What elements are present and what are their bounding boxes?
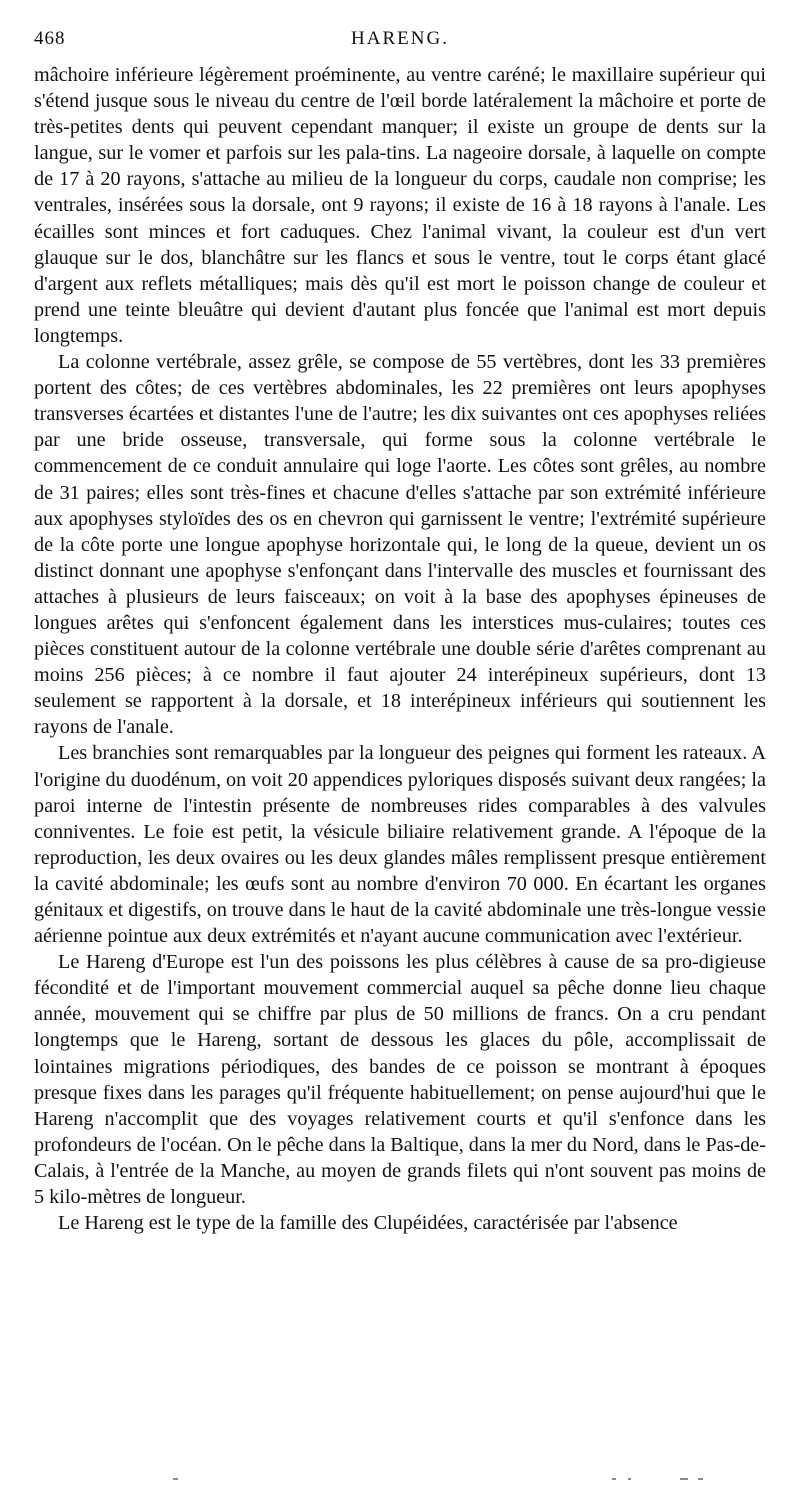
book-page — [34, 28, 766, 1236]
print-mark — [628, 1478, 631, 1480]
paragraph-jaw-description: mâchoire inférieure légèrement proéminente, au ventre caréné; le maxillaire supérieur qui s'étend jusque sous le niveau du centre de l'œil borde latéralement la mâchoire et porte de très-petites dents qui peuvent cependant manquer; il existe un groupe de dents sur la langue, sur le vomer et parfois sur les pala-tins. La nageoire dorsale, à laquelle on compte de 17 à 20 rayons, s'attache au milieu de la longueur du corps, caudale non comprise; les ventrales, insérées sous la dorsale, ont 9 rayons; il existe de 16 à 18 rayons à l'anale. Les écailles sont minces et fort caduques. Chez l'animal vivant, la couleur est d'un vert glauque sur le dos, blanchâtre sur les flancs et sous le ventre, tout le corps étant glacé d'argent aux reflets métalliques; mais dès qu'il est mort le poisson change de couleur et prend une teinte bleuâtre qui devient d'autant plus foncée que l'animal est mort depuis longtemps. — [34, 64, 766, 347]
paragraph-gills-and-organs: Les branchies sont remarquables par la longueur des peignes qui forment les rateaux. A l'origine du duodénum, on voit 20 appendices pyloriques disposés suivant deux rangées; la paroi interne de l'intestin présente de nombreuses rides comparables à des valvules conniventes. Le foie est petit, la vésicule biliaire relativement grande. A l'époque de la reproduction, les deux ovaires ou les deux glandes mâles remplissent presque entièrement la cavité abdominale; les œufs sont au nombre d'environ 70 000. En écartant les organes génitaux et digestifs, on trouve dans le haut de la cavité abdominale une très-longue vessie aérienne pointue aux deux extrémités et n'ayant aucune communication avec l'extérieur. — [34, 742, 766, 948]
print-mark — [173, 1478, 178, 1480]
body-text — [34, 62, 766, 1236]
page-number: 468 — [34, 28, 66, 49]
running-head — [34, 28, 766, 62]
paragraph-european-herring: Le Hareng d'Europe est l'un des poissons les plus célèbres à cause de sa pro-digieuse fécondité et de l'important mouvement commercial auquel sa pêche donne lieu chaque année, mouvement qui se chiffre par plus de 50 millions de francs. On a cru pendant longtemps que le Hareng, sortant de dessous les glaces du pôle, accomplissait de lointaines migrations périodiques, des bandes de ce poisson se montrant à époques presque fixes dans les parages qu'il fréquente habituellement; on pense aujourd'hui que le Hareng n'accomplit que des voyages relativement courts et qu'il s'enfonce dans les profondeurs de l'océan. On le pêche dans la Baltique, dans la mer du Nord, dans le Pas-de-Calais, à l'entrée de la Manche, au moyen de grands filets qui n'ont souvent pas moins de 5 kilo-mètres de longueur. — [34, 951, 766, 1209]
print-mark — [698, 1478, 703, 1480]
print-mark — [680, 1478, 688, 1480]
print-mark — [612, 1478, 616, 1480]
print-artifacts — [34, 1478, 766, 1488]
paragraph-clupeidae-family: Le Hareng est le type de la famille des Clupéidées, caractérisée par l'absence — [58, 1212, 678, 1235]
paragraph-vertebral-column: La colonne vertébrale, assez grêle, se compose de 55 vertèbres, dont les 33 premières portent des côtes; de ces vertèbres abdominales, les 22 premières ont leurs apophyses transverses écartées et distantes l'une de l'autre; les dix suivantes ont ces apophyses reliées par une bride osseuse, transversale, qui forme sous la colonne vertébrale le commencement de ce conduit annulaire qui loge l'aorte. Les côtes sont grêles, au nombre de 31 paires; elles sont très-fines et chacune d'elles s'attache par son extrémité inférieure aux apophyses styloïdes des os en chevron qui garnissent le ventre; l'extrémité supérieure de la côte porte une longue apophyse horizontale qui, le long de la queue, devient un os distinct donnant une apophyse s'enfonçant dans l'intervalle des muscles et fournissant des attaches à plusieurs de leurs faisceaux; on voit à la base des apophyses épineuses de longues arêtes qui s'enfoncent également dans les interstices mus-culaires; toutes ces pièces constituent autour de la colonne vertébrale une double série d'arêtes comprenant au moins 256 pièces; à ce nombre il faut ajouter 24 interépineux supérieurs, dont 13 seulement se rapportent à la dorsale, et 18 interépineux inférieurs qui soutiennent les rayons de l'anale. — [34, 351, 766, 739]
running-title: HARENG. — [351, 28, 449, 49]
